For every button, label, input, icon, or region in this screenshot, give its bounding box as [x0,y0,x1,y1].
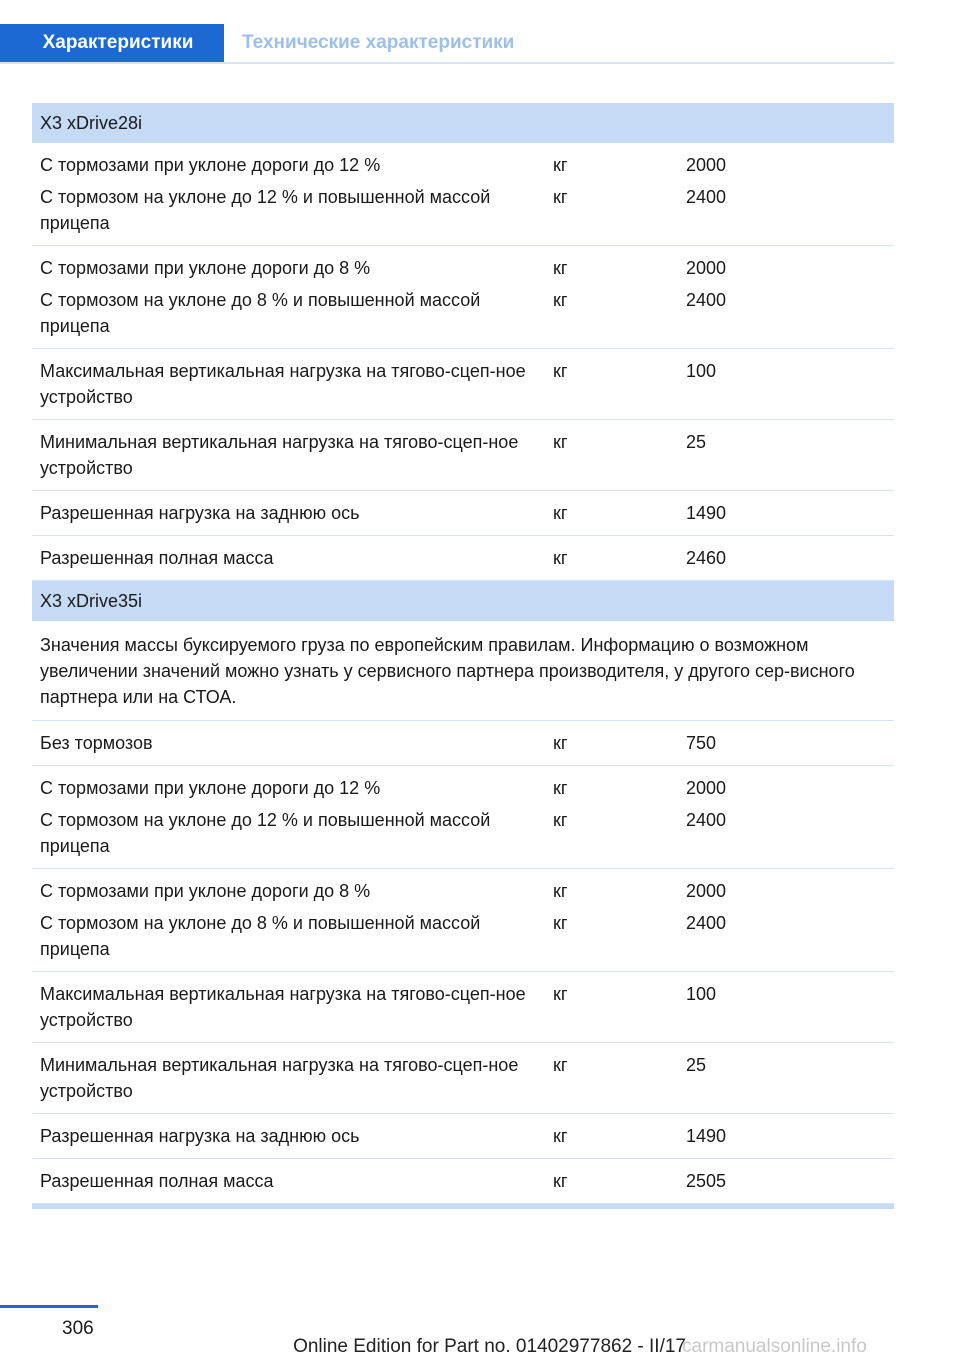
row-unit: кг [553,187,568,207]
row-group [32,766,894,869]
spec-table-xdrive35i [32,581,894,1209]
spec-table-xdrive28i [32,103,894,586]
row-group [32,1159,894,1204]
table-row [32,184,894,236]
row-label: Минимальная вертикальная нагрузка на тягово-сцеп-ное устройство [40,432,519,478]
table-row [32,981,894,1033]
row-label: С тормозом на уклоне до 8 % и повышенной массой прицепа [40,290,481,336]
table-note: Значения массы буксируемого груза по европейским правилам. Информацию о возможном увеличении значений можно узнать у сервисного партнера производителя, у другого сер-висного партнера или на СТОА. [32,621,894,721]
row-unit: кг [553,155,568,175]
row-value: 2000 [686,258,727,278]
table-title: X3 xDrive28i [32,103,894,143]
row-group [32,420,894,491]
row-value: 1490 [686,1126,727,1146]
table-row [32,152,894,178]
row-group [32,143,894,246]
table-row [32,878,894,904]
table-body [32,143,894,581]
row-label: Разрешенная полная масса [40,1171,274,1191]
table-row [32,358,894,410]
row-label: Максимальная вертикальная нагрузка на тягово-сцеп-ное устройство [40,984,526,1030]
table-row [32,429,894,481]
row-value: 2400 [686,187,727,207]
table-row [32,255,894,281]
table-row [32,1123,894,1149]
page-number: 306 [62,1318,94,1339]
row-unit: кг [553,733,568,753]
row-value: 750 [686,733,717,753]
row-unit: кг [553,290,568,310]
table-row [32,1052,894,1104]
table-row [32,730,894,756]
tab-technical-characteristics[interactable]: Технические характеристики [242,32,515,53]
row-group [32,869,894,972]
row-value: 100 [686,984,717,1004]
row-label: Разрешенная нагрузка на заднюю ось [40,503,360,523]
row-value: 1490 [686,503,727,523]
row-unit: кг [553,984,568,1004]
row-value: 2460 [686,548,727,568]
row-value: 2400 [686,290,727,310]
table-row [32,807,894,859]
row-unit: кг [553,503,568,523]
table-body [32,721,894,1204]
table-end-bar [32,1204,894,1209]
row-value: 2400 [686,810,727,830]
row-group [32,246,894,349]
row-value: 2000 [686,778,727,798]
row-label: Минимальная вертикальная нагрузка на тягово-сцеп-ное устройство [40,1055,519,1101]
row-unit: кг [553,1171,568,1191]
table-row [32,775,894,801]
table-row [32,287,894,339]
table-row [32,500,894,526]
row-label: С тормозом на уклоне до 12 % и повышенной массой прицепа [40,810,491,856]
row-unit: кг [553,1055,568,1075]
section-header [0,24,894,64]
row-unit: кг [553,432,568,452]
row-unit: кг [553,548,568,568]
row-value: 100 [686,361,717,381]
row-value: 25 [686,1055,707,1075]
row-unit: кг [553,1126,568,1146]
row-group [32,491,894,536]
row-value: 2400 [686,913,727,933]
table-title: X3 xDrive35i [32,581,894,621]
row-unit: кг [553,881,568,901]
row-group [32,721,894,766]
tab-characteristics[interactable]: Характеристики [0,24,224,62]
edition-footer: Online Edition for Part no. 01402977862 - II/17 [293,1336,686,1357]
row-group [32,1114,894,1159]
row-label: Без тормозов [40,733,153,753]
row-label: Разрешенная полная масса [40,548,274,568]
row-value: 2505 [686,1171,727,1191]
row-group [32,1043,894,1114]
row-value: 25 [686,432,707,452]
row-unit: кг [553,258,568,278]
row-label: С тормозом на уклоне до 12 % и повышенной массой прицепа [40,187,491,233]
row-label: С тормозами при уклоне дороги до 12 % [40,155,381,175]
row-label: С тормозами при уклоне дороги до 8 % [40,881,371,901]
row-group [32,536,894,581]
row-label: С тормозами при уклоне дороги до 8 % [40,258,371,278]
table-row [32,545,894,571]
table-row [32,1168,894,1194]
row-label: С тормозами при уклоне дороги до 12 % [40,778,381,798]
row-unit: кг [553,361,568,381]
row-group [32,972,894,1043]
row-group [32,349,894,420]
row-unit: кг [553,778,568,798]
row-value: 2000 [686,155,727,175]
page-number-bar [0,1305,98,1308]
row-unit: кг [553,913,568,933]
row-unit: кг [553,810,568,830]
row-label: С тормозом на уклоне до 8 % и повышенной массой прицепа [40,913,481,959]
row-label: Разрешенная нагрузка на заднюю ось [40,1126,360,1146]
watermark: carmanualsonline.info [682,1336,867,1357]
row-value: 2000 [686,881,727,901]
table-row [32,910,894,962]
row-label: Максимальная вертикальная нагрузка на тягово-сцеп-ное устройство [40,361,526,407]
